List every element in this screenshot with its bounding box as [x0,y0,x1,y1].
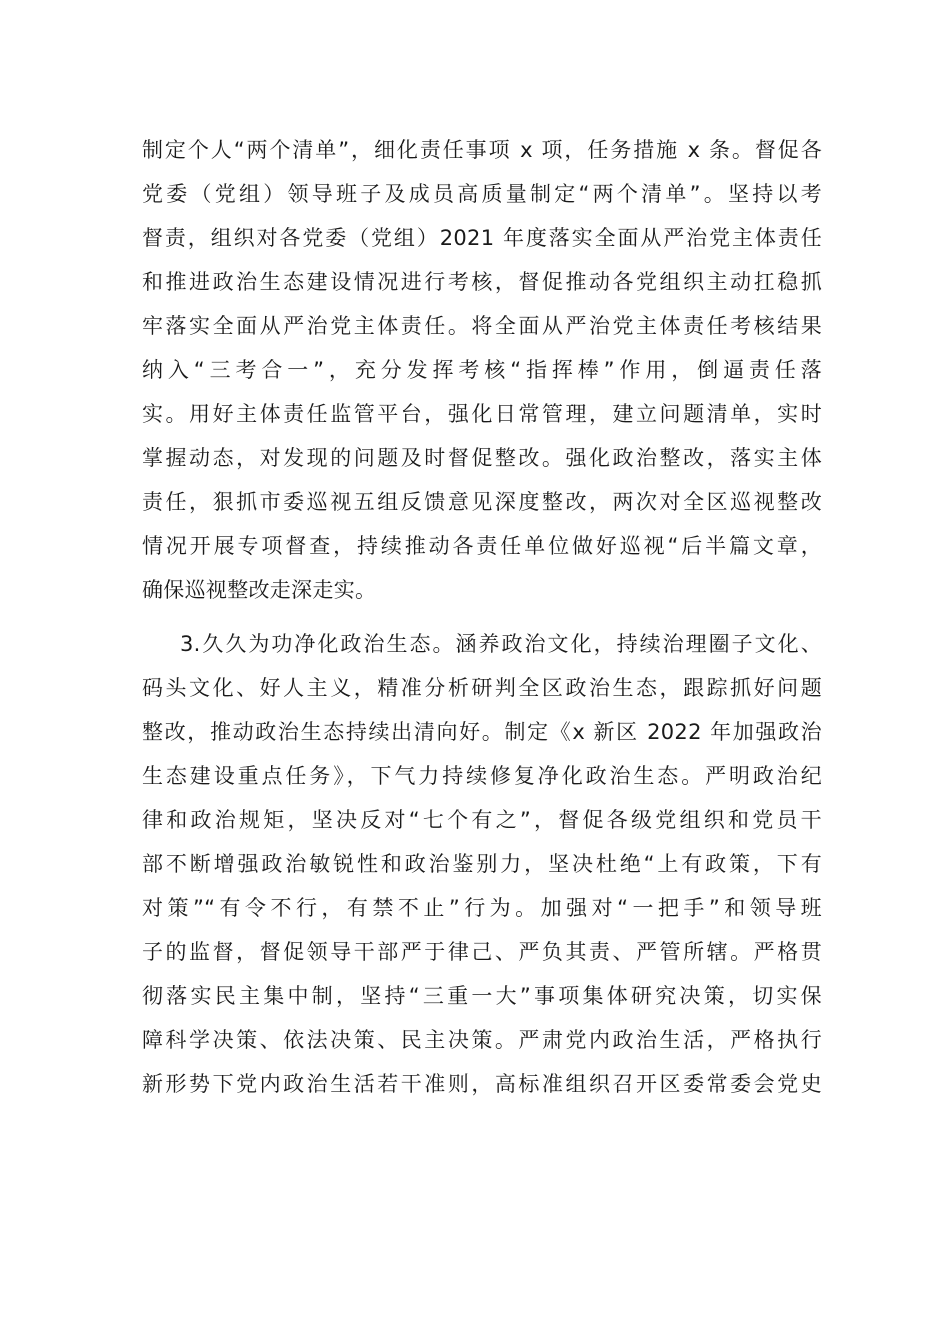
text-line: 整改，推动政治生态持续出清向好。制定《x 新区 2022 年加强政治 [142,720,822,744]
text-line: 和推进政治生态建设情况进行考核，督促推动各党组织主动扛稳抓 [142,270,822,294]
text-line: 党委（党组）领导班子及成员高质量制定“两个清单”。坚持以考 [142,182,822,206]
text-line: 部不断增强政治敏锐性和政治鉴别力，坚决杜绝“上有政策，下有 [142,852,822,876]
text-line: 新形势下党内政治生活若干准则，高标准组织召开区委常委会党史 [142,1072,822,1096]
document-body [142,128,822,1106]
text-line: 3.久久为功净化政治生态。涵养政治文化，持续治理圈子文化、 [180,632,822,656]
text-line: 责任，狠抓市委巡视五组反馈意见深度整改，两次对全区巡视整改 [142,490,822,514]
text-line: 子的监督，督促领导干部严于律己、严负其责、严管所辖。严格贯 [142,940,822,964]
text-line: 制定个人“两个清单”，细化责任事项 x 项，任务措施 x 条。督促各 [142,138,822,162]
text-line: 码头文化、好人主义，精准分析研判全区政治生态，跟踪抓好问题 [142,676,822,700]
text-line: 掌握动态，对发现的问题及时督促整改。强化政治整改，落实主体 [142,446,822,470]
text-line: 障科学决策、依法决策、民主决策。严肃党内政治生活，严格执行 [142,1028,822,1052]
text-line: 实。用好主体责任监管平台，强化日常管理，建立问题清单，实时 [142,402,822,426]
text-line: 对策”“有令不行，有禁不止”行为。加强对“一把手”和领导班 [142,896,822,920]
text-line: 律和政治规矩，坚决反对“七个有之”，督促各级党组织和党员干 [142,808,822,832]
paragraph-gap [142,612,822,622]
text-line: 纳入“三考合一”，充分发挥考核“指挥棒”作用，倒逼责任落 [142,358,822,382]
text-line: 情况开展专项督查，持续推动各责任单位做好巡视“后半篇文章， [142,534,822,558]
text-line: 牢落实全面从严治党主体责任。将全面从严治党主体责任考核结果 [142,314,822,338]
paragraph-2 [142,622,822,1106]
paragraph-1 [142,128,822,612]
text-line: 督责，组织对各党委（党组）2021 年度落实全面从严治党主体责任 [142,226,822,250]
text-line: 彻落实民主集中制，坚持“三重一大”事项集体研究决策，切实保 [142,984,822,1008]
text-line: 生态建设重点任务》，下气力持续修复净化政治生态。严明政治纪 [142,764,822,788]
text-line: 确保巡视整改走深走实。 [142,578,377,602]
